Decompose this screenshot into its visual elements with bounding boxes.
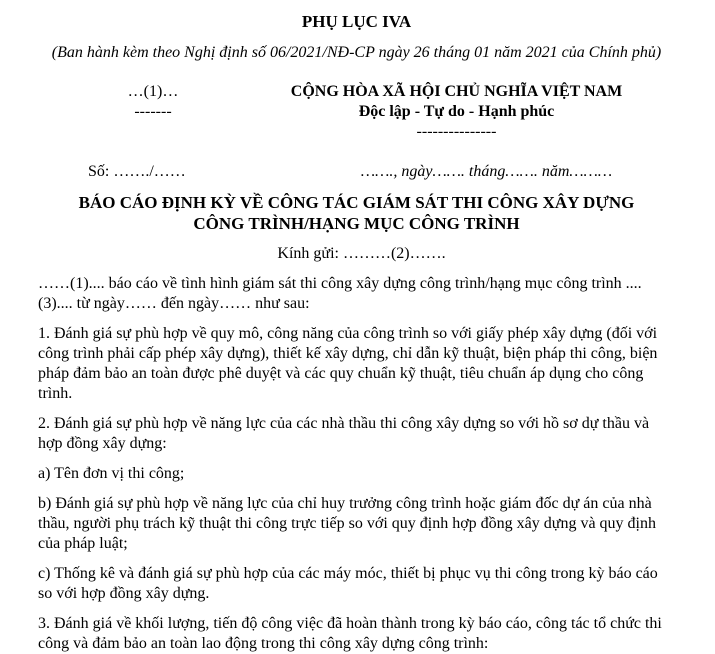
document-header: [38, 82, 675, 142]
report-title-line-1: BÁO CÁO ĐỊNH KỲ VỀ CÔNG TÁC GIÁM SÁT THI CÔNG XÂY DỰNG: [78, 193, 635, 212]
issuing-org-underline: -------: [134, 103, 172, 120]
intro-paragraph: ……(1).... báo cáo về tình hình giám sát thi công xây dựng công trình/hạng mục công trình ....(3).... từ ngày…… đến ngày…… như sau:: [38, 275, 642, 312]
nation-name: CỘNG HÒA XÃ HỘI CHỦ NGHĨA VIỆT NAM: [290, 83, 623, 100]
section-2a-paragraph: a) Tên đơn vị thi công;: [38, 465, 185, 482]
national-heading-block: [208, 82, 675, 142]
number-date-row: [38, 162, 675, 182]
motto-underline: ---------------: [416, 123, 497, 140]
document-number: Số: ……./……: [88, 163, 186, 180]
national-motto: Độc lập - Tự do - Hạnh phúc: [358, 103, 555, 120]
section-2c-paragraph: c) Thống kê và đánh giá sự phù hợp của các máy móc, thiết bị phục vụ thi công trong kỳ báo cáo so với hợp đồng xây dựng.: [38, 565, 658, 602]
recipient-line: Kính gửi: ………(2)…….: [277, 245, 446, 262]
report-title: [38, 192, 675, 234]
section-1-paragraph: 1. Đánh giá sự phù hợp về quy mô, công năng của công trình so với giấy phép xây dựng (đối với công trình phải cấp phép xây dựng), thiết kế xây dựng, chỉ dẫn kỹ thuật, biện pháp thi công, biện pháp đảm bảo an toàn được phê duyệt và các quy chuẩn kỹ thuật, tiêu chuẩn áp dụng cho công trình.: [38, 325, 658, 402]
report-title-line-2: CÔNG TRÌNH/HẠNG MỤC CÔNG TRÌNH: [193, 214, 520, 233]
appendix-title: PHỤ LỤC IVA: [301, 12, 412, 31]
issuing-org-block: [98, 82, 208, 142]
document-date: ……., ngày……. tháng……. năm………: [360, 163, 613, 180]
section-3-paragraph: 3. Đánh giá về khối lượng, tiến độ công việc đã hoàn thành trong kỳ báo cáo, công tác tổ chức thi công và đảm bảo an toàn lao động trong thi công xây dựng công trình:: [38, 615, 662, 652]
section-2-paragraph: 2. Đánh giá sự phù hợp về năng lực của các nhà thầu thi công xây dựng so với hồ sơ dự thầu và hợp đồng xây dựng:: [38, 415, 650, 452]
issued-note: (Ban hành kèm theo Nghị định số 06/2021/NĐ-CP ngày 26 tháng 01 năm 2021 của Chính phủ): [51, 44, 662, 61]
issuing-org-placeholder: …(1)…: [127, 83, 179, 100]
section-2b-paragraph: b) Đánh giá sự phù hợp về năng lực của chỉ huy trưởng công trình hoặc giám đốc dự án của nhà thầu, người phụ trách kỹ thuật thi công trực tiếp so với quy định hợp đồng xây dựng và quy định của pháp luật;: [38, 495, 656, 552]
